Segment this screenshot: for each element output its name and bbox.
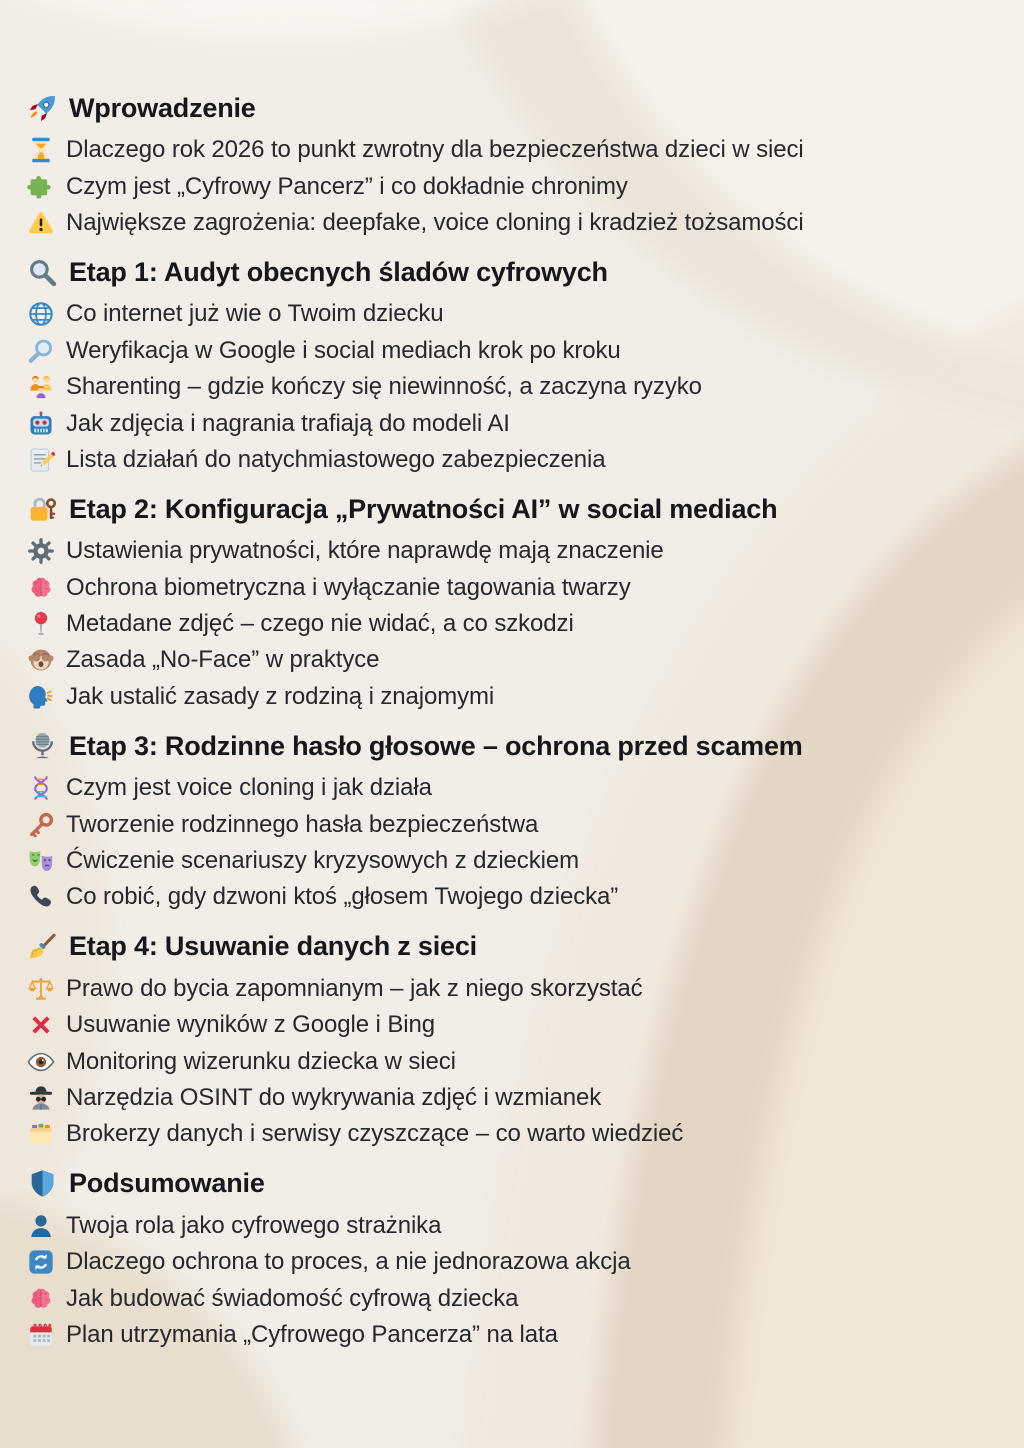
toc-item-text: Plan utrzymania „Cyfrowego Pancerza” na lata xyxy=(66,1320,558,1348)
section-title: Etap 4: Usuwanie danych z sieci xyxy=(69,931,477,962)
key-icon xyxy=(27,811,55,839)
toc-item-text: Metadane zdjęć – czego nie widać, a co szkodzi xyxy=(66,610,574,638)
section-heading xyxy=(27,487,1008,531)
section-title: Etap 3: Rodzinne hasło głosowe – ochrona przed scamem xyxy=(69,730,803,761)
toc-section xyxy=(27,86,1008,241)
toc-section xyxy=(27,250,1008,478)
section-title: Etap 1: Audyt obecnych śladów cyfrowych xyxy=(69,256,608,287)
toc-item xyxy=(27,606,1008,642)
toc-item xyxy=(27,1007,1008,1043)
toc-item xyxy=(27,679,1008,715)
toc-item-text: Co robić, gdy dzwoni ktoś „głosem Twojego dziecka” xyxy=(66,883,619,911)
toc-item-text: Brokerzy danych i serwisy czyszczące – co warto wiedzieć xyxy=(66,1120,684,1148)
toc-item-text: Czym jest „Cyfrowy Pancerz” i co dokładnie chronimy xyxy=(66,172,628,200)
cycle-icon xyxy=(27,1248,55,1276)
masks-icon xyxy=(27,847,55,875)
toc-item xyxy=(27,770,1008,806)
toc-item-text: Ochrona biometryczna i wyłączanie tagowania twarzy xyxy=(66,573,631,601)
gear-icon xyxy=(27,537,55,565)
search-icon xyxy=(27,257,58,288)
toc-item-text: Prawo do bycia zapomnianym – jak z niego skorzystać xyxy=(66,974,643,1002)
toc-section xyxy=(27,487,1008,715)
pin-icon xyxy=(27,610,55,638)
toc-item-text: Co internet już wie o Twoim dziecku xyxy=(66,300,444,328)
magnifier-icon xyxy=(27,337,55,365)
family-icon xyxy=(27,373,55,401)
toc-item xyxy=(27,843,1008,879)
toc-item xyxy=(27,1080,1008,1116)
toc-item-text: Weryfikacja w Google i social mediach krok po kroku xyxy=(66,336,621,364)
toc-item-text: Twoja rola jako cyfrowego strażnika xyxy=(66,1211,442,1239)
toc-item-text: Zasada „No-Face” w praktyce xyxy=(66,646,380,674)
broom-icon xyxy=(27,931,58,962)
brain-icon xyxy=(27,574,55,602)
eye-icon xyxy=(27,1048,55,1076)
toc-item-text: Monitoring wizerunku dziecka w sieci xyxy=(66,1047,456,1075)
toc-item xyxy=(27,1116,1008,1152)
toc-item xyxy=(27,132,1008,168)
toc-item-text: Jak zdjęcia i nagrania trafiają do modeli AI xyxy=(66,409,510,437)
toc-item-text: Największe zagrożenia: deepfake, voice cloning i kradzież tożsamości xyxy=(66,208,804,236)
cross-icon xyxy=(27,1011,55,1039)
toc-item xyxy=(27,879,1008,915)
rocket-icon xyxy=(27,93,58,124)
toc-item xyxy=(27,369,1008,405)
toc-section xyxy=(27,925,1008,1153)
section-title: Wprowadzenie xyxy=(69,92,256,123)
toc-item xyxy=(27,642,1008,678)
toc-item xyxy=(27,168,1008,204)
memo-icon xyxy=(27,446,55,474)
microphone-icon xyxy=(27,731,58,762)
toc-item-text: Jak budować świadomość cyfrową dziecka xyxy=(66,1284,519,1312)
toc-item-text: Narzędzia OSINT do wykrywania zdjęć i wzmianek xyxy=(66,1084,602,1111)
puzzle-icon xyxy=(27,173,55,201)
toc-section xyxy=(27,724,1008,916)
scales-icon xyxy=(27,975,55,1003)
toc-item xyxy=(27,205,1008,241)
section-heading xyxy=(27,250,1008,294)
toc-item-text: Usuwanie wyników z Google i Bing xyxy=(66,1011,435,1039)
lock-key-icon xyxy=(27,494,58,525)
dna-icon xyxy=(27,774,55,802)
section-heading xyxy=(27,724,1008,768)
toc-item xyxy=(27,1317,1008,1353)
hourglass-icon xyxy=(27,136,55,164)
section-heading xyxy=(27,925,1008,969)
toc-item xyxy=(27,1043,1008,1079)
robot-icon xyxy=(27,410,55,438)
toc-item xyxy=(27,333,1008,369)
toc-item xyxy=(27,1280,1008,1316)
section-title: Podsumowanie xyxy=(69,1168,265,1199)
section-title: Etap 2: Konfiguracja „Prywatności AI” w social mediach xyxy=(69,493,778,524)
toc-item-text: Dlaczego rok 2026 to punkt zwrotny dla bezpieczeństwa dzieci w sieci xyxy=(66,136,804,164)
section-heading xyxy=(27,86,1008,130)
shield-icon xyxy=(27,1168,58,1199)
toc-item-text: Dlaczego ochrona to proces, a nie jednorazowa akcja xyxy=(66,1248,631,1276)
detective-icon xyxy=(27,1084,55,1112)
phone-icon xyxy=(27,883,55,911)
speaking-head-icon xyxy=(27,683,55,711)
toc-item-text: Ćwiczenie scenariuszy kryzysowych z dzieckiem xyxy=(66,847,579,875)
dividers-icon xyxy=(27,1120,55,1148)
toc-item xyxy=(27,1244,1008,1280)
section-heading xyxy=(27,1162,1008,1206)
toc-item xyxy=(27,533,1008,569)
warning-icon xyxy=(27,209,55,237)
toc-item-text: Jak ustalić zasady z rodziną i znajomymi xyxy=(66,682,495,710)
toc-item-text: Czym jest voice cloning i jak działa xyxy=(66,774,432,802)
toc-item xyxy=(27,296,1008,332)
toc-section xyxy=(27,1162,1008,1354)
see-no-evil-icon xyxy=(27,646,55,674)
toc-item xyxy=(27,806,1008,842)
toc-item xyxy=(27,1208,1008,1244)
toc-item-text: Sharenting – gdzie kończy się niewinność, a zaczyna ryzyko xyxy=(66,373,702,401)
toc-item-text: Tworzenie rodzinnego hasła bezpieczeństwa xyxy=(66,810,539,838)
globe-icon xyxy=(27,300,55,328)
toc-item xyxy=(27,405,1008,441)
toc-item xyxy=(27,971,1008,1007)
toc-item xyxy=(27,442,1008,478)
bust-icon xyxy=(27,1212,55,1240)
toc-item xyxy=(27,570,1008,606)
brain-icon xyxy=(27,1285,55,1313)
toc xyxy=(27,86,1008,1357)
calendar-icon xyxy=(27,1321,55,1349)
toc-item-text: Ustawienia prywatności, które naprawdę mają znaczenie xyxy=(66,537,664,565)
toc-item-text: Lista działań do natychmiastowego zabezpieczenia xyxy=(66,445,606,473)
